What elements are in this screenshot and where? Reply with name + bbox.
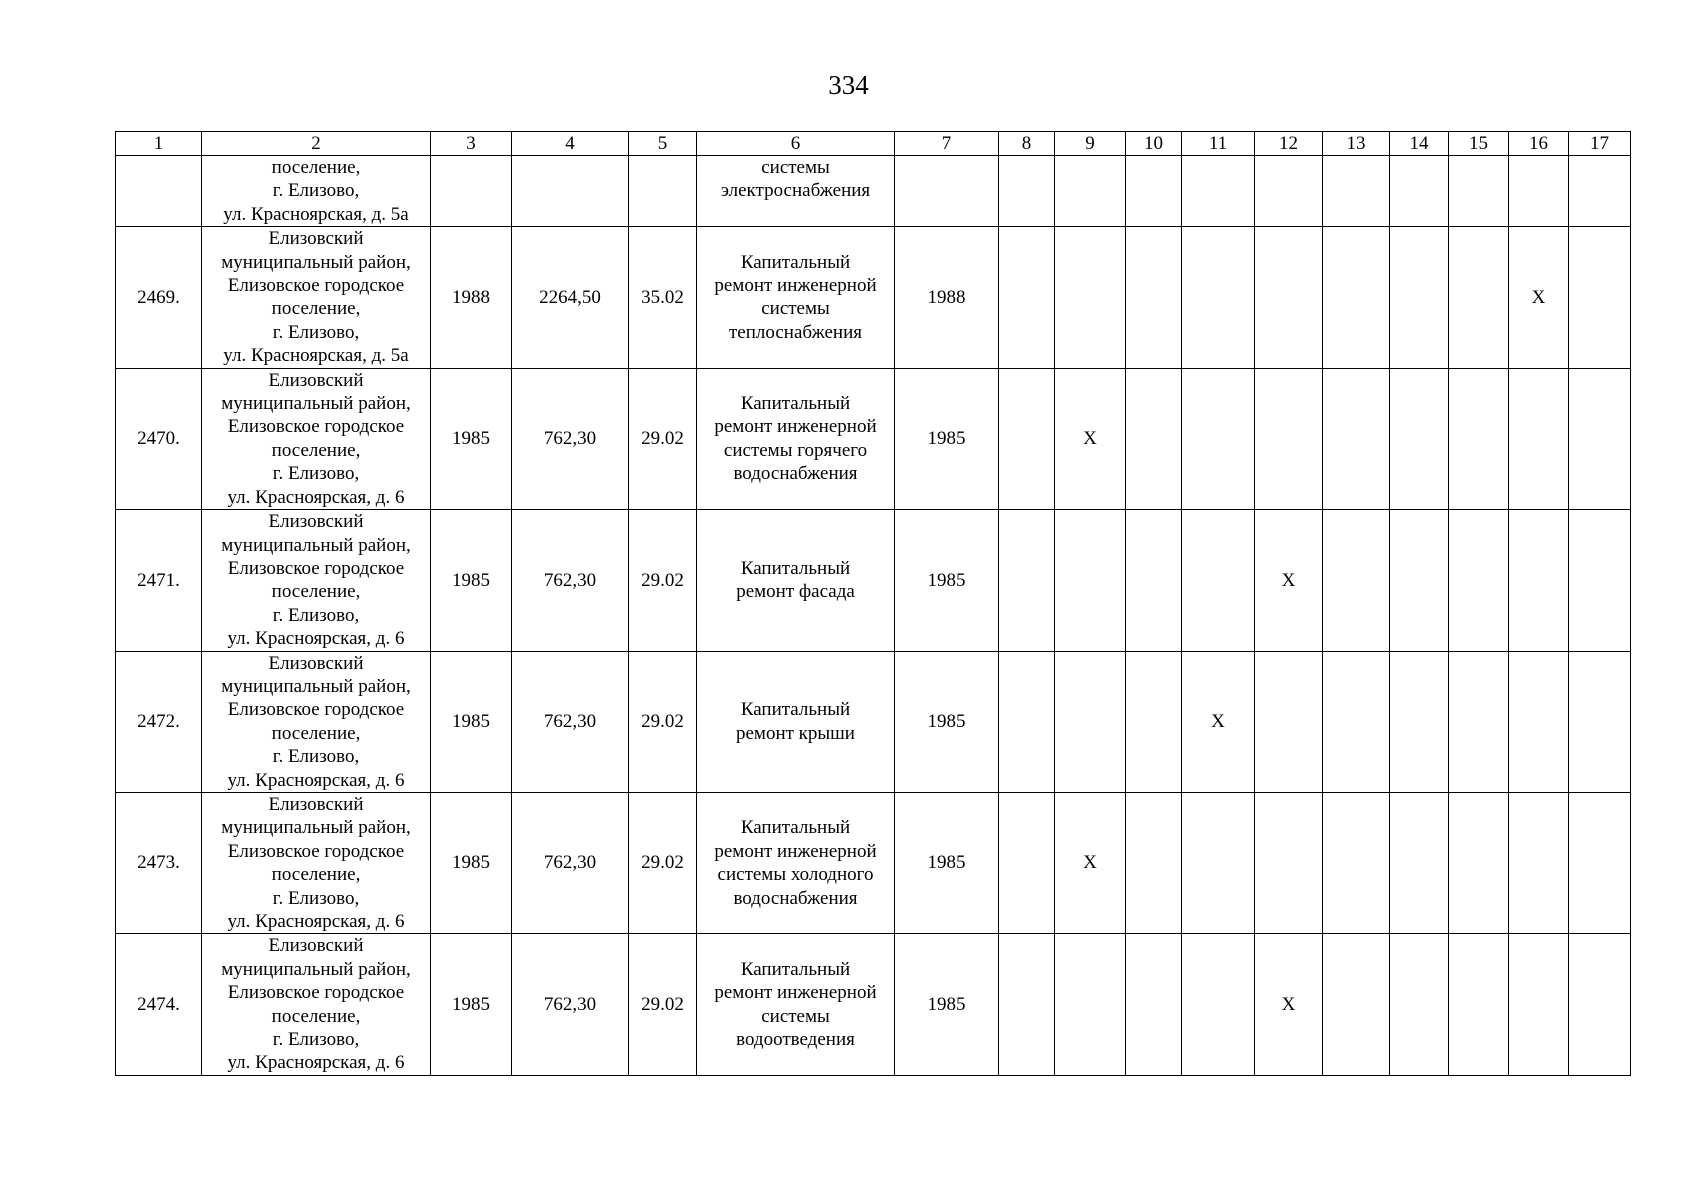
row-number-cell: 2471. bbox=[116, 510, 202, 651]
address-cell bbox=[202, 651, 431, 792]
column-number-cell: 3 bbox=[431, 132, 512, 156]
mark-cell bbox=[1569, 368, 1631, 509]
work-type-cell bbox=[697, 368, 895, 509]
work-line: Капитальный bbox=[740, 557, 851, 579]
mark-cell bbox=[999, 792, 1055, 933]
mark-cell bbox=[1126, 651, 1182, 792]
mark-cell bbox=[1449, 651, 1509, 792]
code-cell: 29.02 bbox=[629, 934, 697, 1075]
empty-cell bbox=[1449, 156, 1509, 227]
address-line: г. Елизово, bbox=[272, 746, 360, 768]
work-line: Капитальный bbox=[740, 251, 851, 273]
column-number-cell: 15 bbox=[1449, 132, 1509, 156]
area-cell: 762,30 bbox=[512, 792, 629, 933]
mark-cell bbox=[1182, 368, 1255, 509]
mark-cell bbox=[1449, 227, 1509, 368]
mark-cell bbox=[999, 934, 1055, 1075]
address-line: поселение, bbox=[271, 157, 361, 178]
code-cell: 29.02 bbox=[629, 510, 697, 651]
mark-cell bbox=[1323, 227, 1390, 368]
work-line: Капитальный bbox=[740, 958, 851, 980]
work-line: системы холодного bbox=[717, 864, 874, 886]
table-row bbox=[116, 368, 1631, 509]
mark-cell bbox=[1323, 651, 1390, 792]
year-cell: 1985 bbox=[895, 792, 999, 933]
address-line: Елизовский bbox=[268, 793, 364, 815]
address-line: г. Елизово, bbox=[272, 604, 360, 626]
empty-cell bbox=[895, 156, 999, 227]
address-line: поселение, bbox=[271, 864, 361, 886]
work-line: Капитальный bbox=[740, 699, 851, 721]
work-line: водоотведения bbox=[736, 1029, 855, 1051]
area-cell: 762,30 bbox=[512, 934, 629, 1075]
mark-cell bbox=[1449, 934, 1509, 1075]
column-number-cell: 12 bbox=[1255, 132, 1323, 156]
empty-cell bbox=[1569, 156, 1631, 227]
address-line: ул. Красноярская, д. 6 bbox=[227, 486, 405, 508]
work-line: системы bbox=[761, 1005, 830, 1027]
address-line: ул. Красноярская, д. 6 bbox=[227, 628, 405, 650]
mark-cell bbox=[1390, 792, 1449, 933]
address-line: Елизовское городское bbox=[227, 840, 405, 862]
work-line bbox=[700, 203, 891, 226]
mark-cell bbox=[1255, 792, 1323, 933]
work-line: теплоснабжения bbox=[729, 321, 862, 343]
work-line: водоснабжения bbox=[733, 463, 858, 485]
column-number-cell: 1 bbox=[116, 132, 202, 156]
row-number-cell: 2473. bbox=[116, 792, 202, 933]
address-line: муниципальный район, bbox=[221, 958, 411, 980]
mark-cell bbox=[1055, 510, 1126, 651]
empty-cell bbox=[1182, 156, 1255, 227]
table-row bbox=[116, 792, 1631, 933]
mark-cell bbox=[1569, 934, 1631, 1075]
year-cell: 1985 bbox=[895, 651, 999, 792]
address-line: муниципальный район, bbox=[221, 393, 411, 415]
mark-cell bbox=[1182, 934, 1255, 1075]
column-number-cell: 10 bbox=[1126, 132, 1182, 156]
address-line: муниципальный район, bbox=[221, 675, 411, 697]
address-line: поселение, bbox=[271, 1005, 361, 1027]
work-type-cell bbox=[697, 510, 895, 651]
work-line: системы bbox=[761, 157, 830, 178]
mark-cell bbox=[1126, 227, 1182, 368]
mark-cell bbox=[1390, 227, 1449, 368]
empty-cell bbox=[629, 156, 697, 227]
address-line: г. Елизово, bbox=[272, 463, 360, 485]
page-number: 334 bbox=[828, 70, 869, 100]
empty-cell bbox=[1509, 156, 1569, 227]
mark-cell bbox=[1569, 510, 1631, 651]
year-cell: 1985 bbox=[895, 368, 999, 509]
address-line: поселение, bbox=[271, 298, 361, 320]
address-cell bbox=[202, 792, 431, 933]
table-row bbox=[116, 510, 1631, 651]
mark-cell bbox=[1323, 510, 1390, 651]
address-line: ул. Красноярская, д. 6 bbox=[227, 1052, 405, 1074]
work-line: электроснабжения bbox=[720, 180, 871, 202]
column-number-cell: 4 bbox=[512, 132, 629, 156]
column-number-cell: 2 bbox=[202, 132, 431, 156]
address-line: ул. Красноярская, д. 6 bbox=[227, 769, 405, 791]
area-cell: 762,30 bbox=[512, 368, 629, 509]
continuation-address-cell bbox=[202, 156, 431, 227]
mark-cell bbox=[1323, 368, 1390, 509]
mark-cell bbox=[1509, 934, 1569, 1075]
mark-cell: X bbox=[1509, 227, 1569, 368]
address-line: ул. Красноярская, д. 5а bbox=[223, 203, 409, 225]
address-line: Елизовское городское bbox=[227, 275, 405, 297]
mark-cell bbox=[1055, 227, 1126, 368]
empty-cell bbox=[999, 156, 1055, 227]
address-line: ул. Красноярская, д. 5а bbox=[223, 345, 409, 367]
work-type-cell bbox=[697, 227, 895, 368]
mark-cell bbox=[1390, 651, 1449, 792]
address-line: ул. Красноярская, д. 6 bbox=[227, 911, 405, 932]
address-line: Елизовский bbox=[268, 511, 364, 533]
mark-cell bbox=[1255, 651, 1323, 792]
mark-cell bbox=[999, 651, 1055, 792]
address-line: Елизовский bbox=[268, 228, 364, 250]
work-line: Капитальный bbox=[740, 393, 851, 415]
mark-cell bbox=[1569, 792, 1631, 933]
work-line: Капитальный bbox=[740, 817, 851, 839]
area-cell: 762,30 bbox=[512, 510, 629, 651]
column-number-cell: 5 bbox=[629, 132, 697, 156]
address-cell bbox=[202, 510, 431, 651]
work-type-cell bbox=[697, 792, 895, 933]
address-line: поселение, bbox=[271, 722, 361, 744]
year-cell: 1985 bbox=[895, 510, 999, 651]
mark-cell: X bbox=[1182, 651, 1255, 792]
work-line: ремонт инженерной bbox=[714, 982, 877, 1004]
empty-cell bbox=[1126, 156, 1182, 227]
mark-cell bbox=[999, 227, 1055, 368]
empty-cell bbox=[512, 156, 629, 227]
work-line: системы bbox=[761, 298, 830, 320]
mark-cell: X bbox=[1255, 934, 1323, 1075]
area-cell: 762,30 bbox=[512, 651, 629, 792]
work-type-cell bbox=[697, 651, 895, 792]
empty-cell bbox=[1055, 156, 1126, 227]
address-cell bbox=[202, 227, 431, 368]
address-line: Елизовское городское bbox=[227, 699, 405, 721]
year-cell: 1985 bbox=[431, 368, 512, 509]
mark-cell bbox=[1126, 510, 1182, 651]
column-number-cell: 17 bbox=[1569, 132, 1631, 156]
work-line: ремонт крыши bbox=[736, 722, 855, 744]
area-cell: 2264,50 bbox=[512, 227, 629, 368]
address-line: поселение, bbox=[271, 581, 361, 603]
address-line: Елизовский bbox=[268, 935, 364, 957]
table-body bbox=[116, 132, 1631, 1076]
mark-cell bbox=[1182, 510, 1255, 651]
code-cell: 35.02 bbox=[629, 227, 697, 368]
column-number-cell: 16 bbox=[1509, 132, 1569, 156]
mark-cell bbox=[1323, 934, 1390, 1075]
year-cell: 1988 bbox=[895, 227, 999, 368]
continuation-row bbox=[116, 156, 1631, 227]
work-line: ремонт инженерной bbox=[714, 416, 877, 438]
row-number-cell: 2469. bbox=[116, 227, 202, 368]
column-number-cell: 8 bbox=[999, 132, 1055, 156]
address-line: муниципальный район, bbox=[221, 534, 411, 556]
column-number-row bbox=[116, 132, 1631, 156]
address-line: г. Елизово, bbox=[272, 180, 360, 202]
row-number-cell: 2474. bbox=[116, 934, 202, 1075]
year-cell: 1985 bbox=[895, 934, 999, 1075]
address-line: г. Елизово, bbox=[272, 1029, 360, 1051]
mark-cell bbox=[1390, 368, 1449, 509]
mark-cell bbox=[1449, 792, 1509, 933]
work-line: водоснабжения bbox=[733, 887, 858, 909]
address-cell bbox=[202, 368, 431, 509]
mark-cell bbox=[1569, 227, 1631, 368]
mark-cell bbox=[1569, 651, 1631, 792]
mark-cell bbox=[1126, 368, 1182, 509]
address-line: г. Елизово, bbox=[272, 321, 360, 343]
row-number-cell: 2470. bbox=[116, 368, 202, 509]
column-number-cell: 7 bbox=[895, 132, 999, 156]
address-line: Елизовский bbox=[268, 652, 364, 674]
address-line: муниципальный район, bbox=[221, 817, 411, 839]
column-number-cell: 9 bbox=[1055, 132, 1126, 156]
mark-cell bbox=[1055, 934, 1126, 1075]
mark-cell bbox=[1509, 368, 1569, 509]
mark-cell bbox=[999, 510, 1055, 651]
mark-cell bbox=[1255, 227, 1323, 368]
empty-cell bbox=[1323, 156, 1390, 227]
empty-cell bbox=[1390, 156, 1449, 227]
work-line: ремонт инженерной bbox=[714, 840, 877, 862]
year-cell: 1988 bbox=[431, 227, 512, 368]
mark-cell bbox=[1255, 368, 1323, 509]
code-cell: 29.02 bbox=[629, 651, 697, 792]
address-line: муниципальный район, bbox=[221, 251, 411, 273]
year-cell: 1985 bbox=[431, 510, 512, 651]
column-number-cell: 13 bbox=[1323, 132, 1390, 156]
address-line: Елизовское городское bbox=[227, 557, 405, 579]
address-cell bbox=[202, 934, 431, 1075]
mark-cell: X bbox=[1055, 368, 1126, 509]
mark-cell bbox=[1390, 934, 1449, 1075]
mark-cell bbox=[1449, 510, 1509, 651]
address-line: Елизовское городское bbox=[227, 982, 405, 1004]
address-line: г. Елизово, bbox=[272, 887, 360, 909]
address-line: Елизовское городское bbox=[227, 416, 405, 438]
work-type-cell bbox=[697, 934, 895, 1075]
code-cell: 29.02 bbox=[629, 368, 697, 509]
mark-cell bbox=[1390, 510, 1449, 651]
mark-cell: X bbox=[1255, 510, 1323, 651]
year-cell: 1985 bbox=[431, 651, 512, 792]
registry-table bbox=[115, 131, 1631, 1076]
column-number-cell: 14 bbox=[1390, 132, 1449, 156]
mark-cell bbox=[1126, 934, 1182, 1075]
mark-cell bbox=[1182, 227, 1255, 368]
mark-cell bbox=[1323, 792, 1390, 933]
mark-cell bbox=[999, 368, 1055, 509]
code-cell: 29.02 bbox=[629, 792, 697, 933]
table-row bbox=[116, 227, 1631, 368]
mark-cell bbox=[1509, 510, 1569, 651]
table-row bbox=[116, 934, 1631, 1075]
work-line: ремонт инженерной bbox=[714, 275, 877, 297]
mark-cell bbox=[1509, 792, 1569, 933]
mark-cell bbox=[1449, 368, 1509, 509]
mark-cell bbox=[1182, 792, 1255, 933]
address-line: Елизовский bbox=[268, 369, 364, 391]
mark-cell bbox=[1509, 651, 1569, 792]
address-line: поселение, bbox=[271, 439, 361, 461]
table-row bbox=[116, 651, 1631, 792]
work-line: ремонт фасада bbox=[736, 581, 855, 603]
continuation-work-cell bbox=[697, 156, 895, 227]
year-cell: 1985 bbox=[431, 792, 512, 933]
column-number-cell: 11 bbox=[1182, 132, 1255, 156]
mark-cell bbox=[1055, 651, 1126, 792]
column-number-cell: 6 bbox=[697, 132, 895, 156]
year-cell: 1985 bbox=[431, 934, 512, 1075]
empty-cell bbox=[1255, 156, 1323, 227]
work-line: системы горячего bbox=[723, 439, 868, 461]
row-number-cell: 2472. bbox=[116, 651, 202, 792]
mark-cell bbox=[1126, 792, 1182, 933]
continuation-num-cell bbox=[116, 156, 202, 227]
empty-cell bbox=[431, 156, 512, 227]
mark-cell: X bbox=[1055, 792, 1126, 933]
